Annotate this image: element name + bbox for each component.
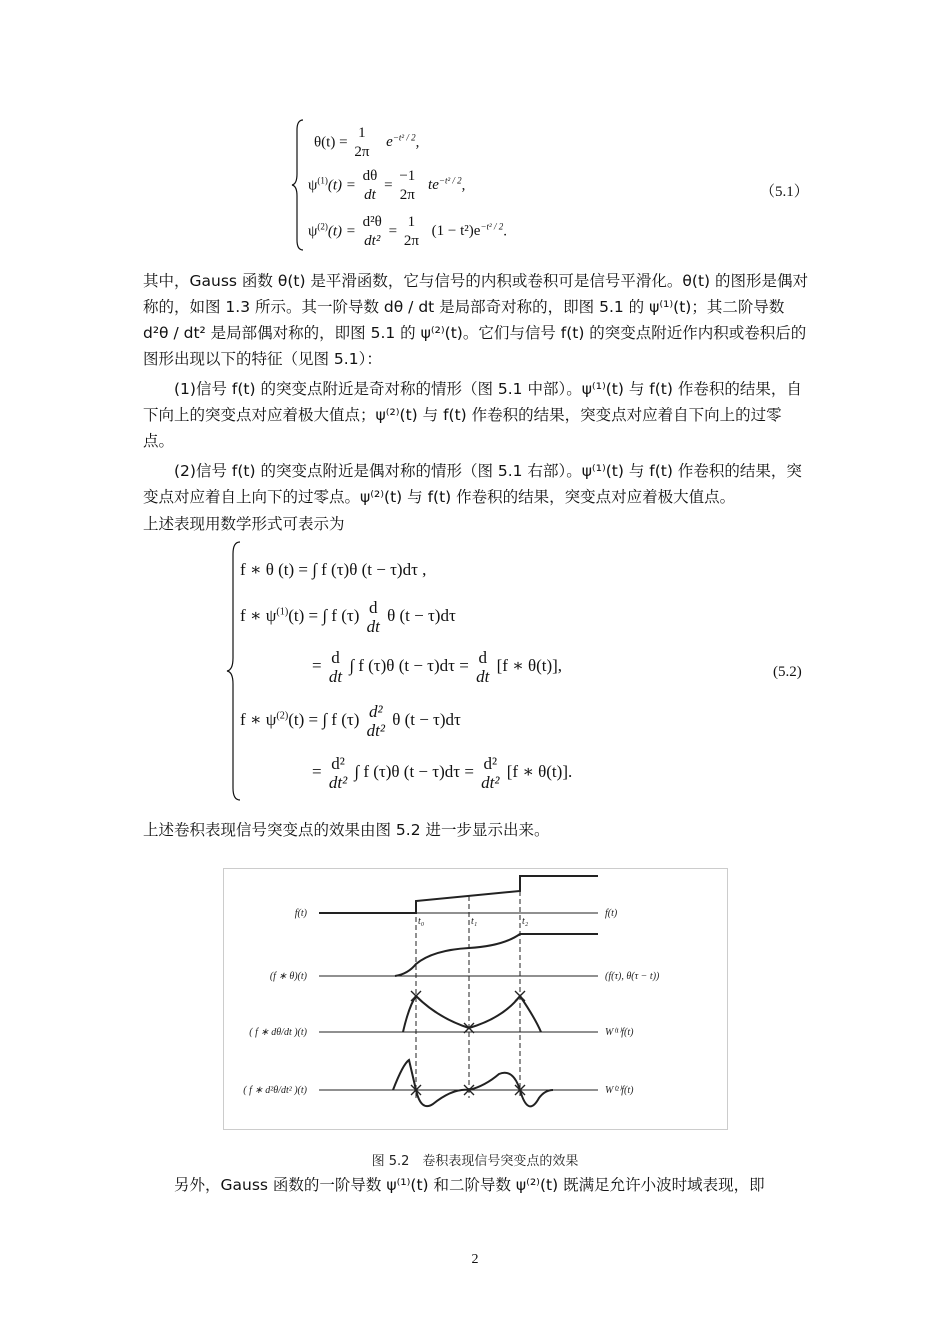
right-label-2: W⁽¹⁾f(t) xyxy=(605,1027,634,1038)
right-label-0: f(t) xyxy=(605,908,618,919)
eq51-brace xyxy=(291,118,305,252)
paragraph-gauss-derivatives: 另外，Gauss 函数的一阶导数 ψ⁽¹⁾(t) 和二阶导数 ψ⁽²⁾(t) 既满足允许小波时域表现，即 xyxy=(174,1176,765,1194)
page-number: 2 xyxy=(471,1252,479,1267)
eq52-row2: f ∗ $\psi^{(1)}(t)$ = ∫ f (τ) d dt θ (t − τ)dτ xyxy=(240,598,456,636)
figure-5-2 xyxy=(223,868,728,1130)
eq51-line1: θ(t) = 1 2π $e^{-t^2 / 2}$, xyxy=(314,125,420,160)
left-label-1: (f ∗ θ)(t) xyxy=(269,971,307,982)
eq52-row5: = d² dt² ∫ f (τ)θ (t − τ)dτ = d² dt² [f ∗ θ(t)]. xyxy=(312,754,573,792)
paragraph-gauss-intro: 其中，Gauss 函数 θ(t) 是平滑函数，它与信号的内积或卷积可是信号平滑化。θ(t) 的图形是偶对称的，如图 1.3 所示。其一阶导数 dθ / dt 是局部奇对称的，即图 5.1 的 ψ⁽¹⁾(t)；其二阶导数 d²θ / dt² 是局部偶对称的，即图 5.1 的 ψ⁽²⁾(t)。它们与信号 f(t) 的突变点附近作内积或卷积后的图形出现以下的特征（见图 5.1）： xyxy=(143,272,809,368)
paragraph-case-2: (2)信号 f(t) 的突变点附近是偶对称的情形（图 5.1 右部）。ψ⁽¹⁾(t) 与 f(t) 作卷积的结果，突变点对应着自上向下的过零点。ψ⁽²⁾(t) 与 f(t) 作卷积的结果，突变点对应着极大值点。 xyxy=(143,462,802,506)
eq52-row4: f ∗ $\psi^{(2)}(t)$ = ∫ f (τ) d² dt² θ (t − τ)dτ xyxy=(240,702,461,740)
left-label-3: ( f ∗ d²θ/dt² )(t) xyxy=(243,1085,307,1096)
tick-t1: t₁ xyxy=(471,916,478,927)
figure-5-2-plot xyxy=(223,868,728,1130)
tick-t0: t₀ xyxy=(418,916,425,927)
eq51-number: （5.1） xyxy=(760,184,809,200)
left-label-2: ( f ∗ dθ/dt )(t) xyxy=(249,1027,307,1038)
left-label-0: f(t) xyxy=(294,908,307,919)
paragraph-math-form: 上述表现用数学形式可表示为 xyxy=(143,515,345,533)
eq52-row1: f ∗ θ (t) = ∫ f (τ)θ (t − τ)dτ , xyxy=(240,560,427,579)
eq51-line3: $\psi^{(2)}(t)$ = d²θ dt² = 1 2π $(1 - t^2)e^{-t^2 / 2}$. xyxy=(308,214,507,249)
eq52-number: (5.2) xyxy=(773,664,802,680)
tick-t2: t₂ xyxy=(522,916,529,927)
right-label-3: W⁽²⁾f(t) xyxy=(605,1085,634,1096)
paragraph-figure-ref: 上述卷积表现信号突变点的效果由图 5.2 进一步显示出来。 xyxy=(143,821,550,839)
figure-caption: 图 5.2 卷积表现信号突变点的效果 xyxy=(371,1154,579,1169)
right-label-1: (f(τ), θ(τ − t)) xyxy=(605,971,660,982)
eq51-line2: $\psi^{(1)}(t)$ = dθ dt = −1 2π $te^{-t^2 / 2}$, xyxy=(308,168,466,203)
eq52-row3: = d dt ∫ f (τ)θ (t − τ)dτ = d dt [f ∗ θ(t)], xyxy=(312,648,563,686)
paragraph-case-1: (1)信号 f(t) 的突变点附近是奇对称的情形（图 5.1 中部）。ψ⁽¹⁾(t) 与 f(t) 作卷积的结果，自下向上的突变点对应着极大值点；ψ⁽²⁾(t) 与 f(t) 作卷积的结果，突变点对应着自下向上的过零点。 xyxy=(143,380,802,450)
